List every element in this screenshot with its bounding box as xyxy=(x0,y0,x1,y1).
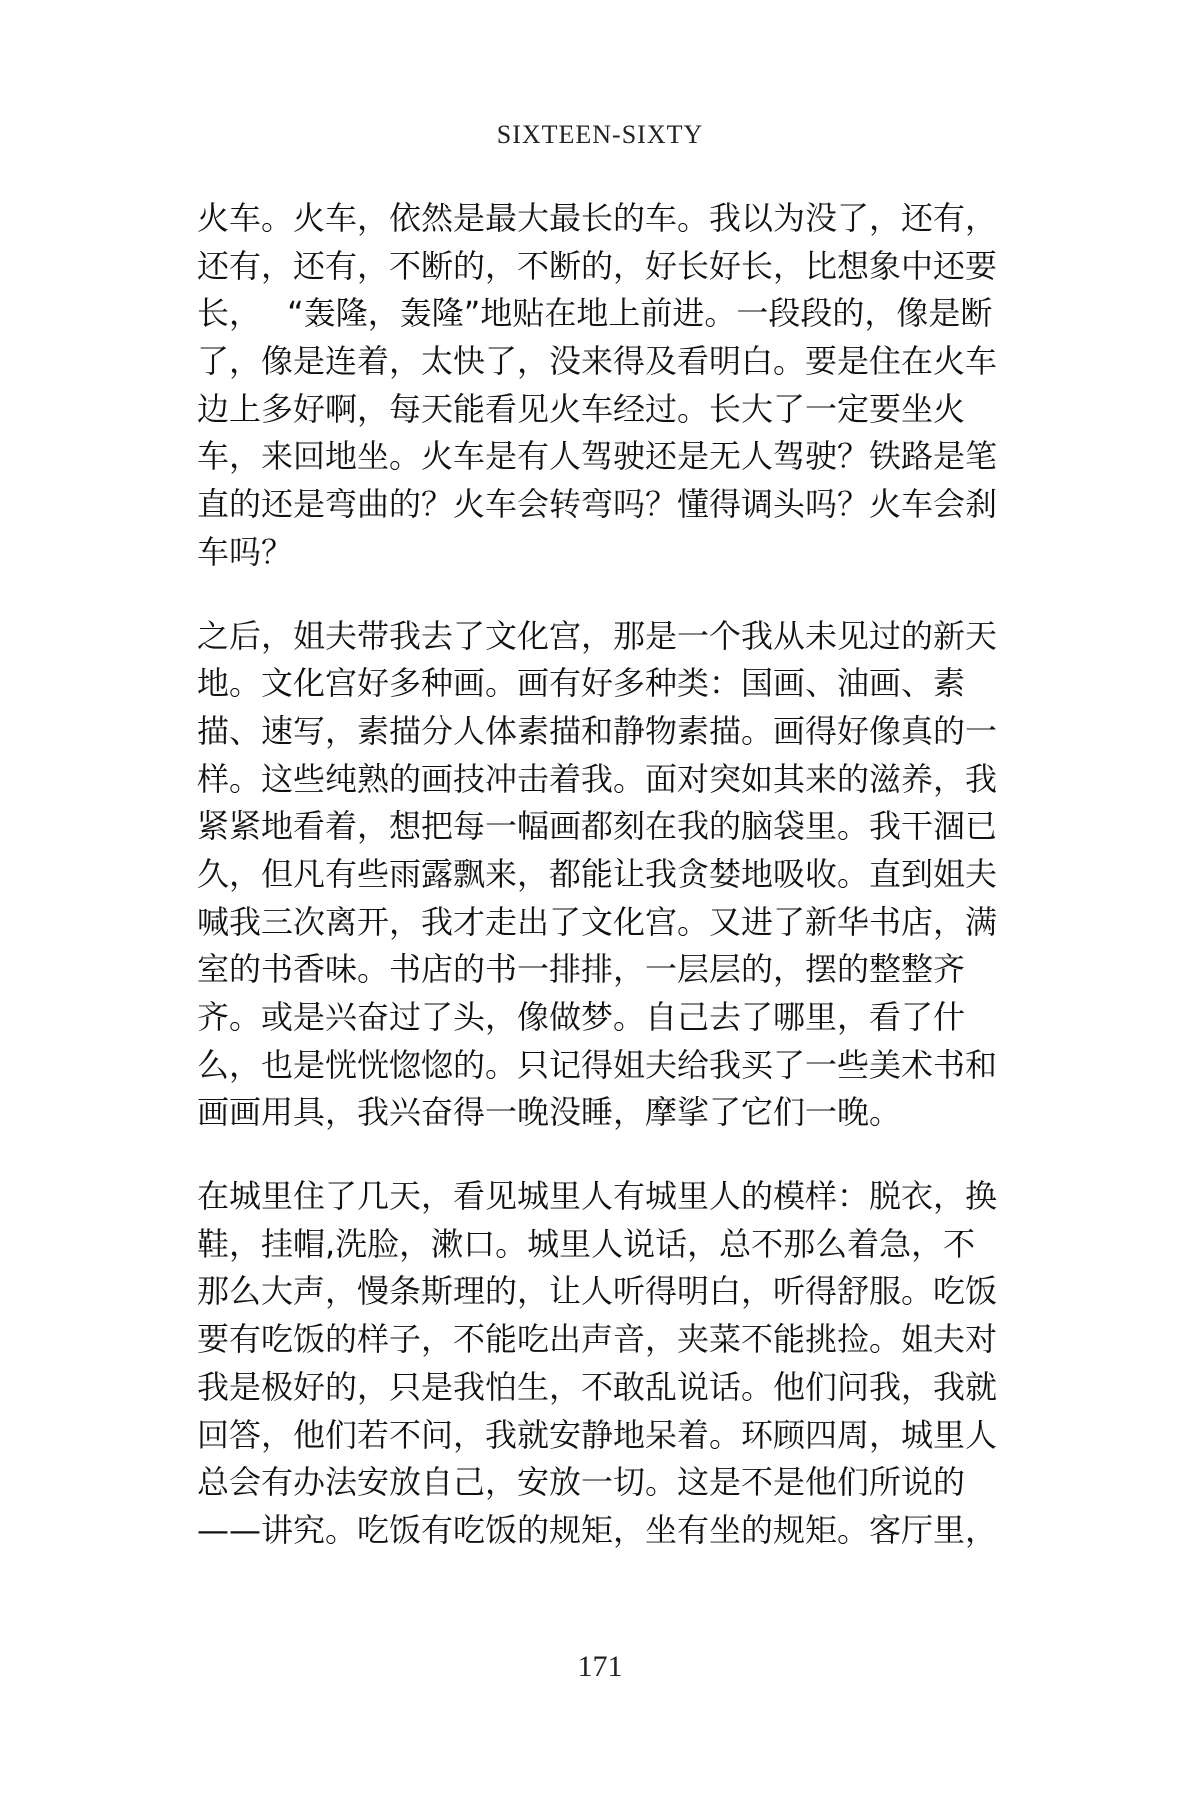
body-text xyxy=(197,195,1007,1591)
text-line: 画画用具，我兴奋得一晚没睡，摩挲了它们一晚。 xyxy=(197,1093,902,1132)
text-line: 久，但凡有些雨露飘来，都能让我贪婪地吸收。直到姐夫 xyxy=(197,854,998,893)
running-head: SIXTEEN-SIXTY xyxy=(496,120,704,149)
text-line: 车吗？ xyxy=(197,532,294,571)
text-line: 了，像是连着，太快了，没来得及看明白。要是住在火车 xyxy=(197,342,998,381)
text-line: 紧紧地看着，想把每一幅画都刻在我的脑袋里。我干涸已 xyxy=(197,807,998,846)
text-line: 我是极好的，只是我怕生，不敢乱说话。他们问我，我就 xyxy=(197,1367,998,1406)
text-line: 喊我三次离开，我才走出了文化宫。又进了新华书店，满 xyxy=(197,902,998,941)
text-line: 那么大声，慢条斯理的，让人听得明白，听得舒服。吃饭 xyxy=(197,1272,998,1311)
paragraph-3 xyxy=(197,1173,1007,1555)
page-number: 171 xyxy=(577,1650,623,1683)
text-line: 齐。或是兴奋过了头，像做梦。自己去了哪里，看了什 xyxy=(197,998,966,1036)
text-line: 在城里住了几天，看见城里人有城里人的模样：脱衣，换 xyxy=(197,1177,998,1216)
text-line: 样。这些纯熟的画技冲击着我。面对突如其来的滋养，我 xyxy=(197,759,998,798)
text-line: 么，也是恍恍惚惚的。只记得姐夫给我买了一些美术书和 xyxy=(197,1045,998,1084)
text-line: 长， “轰隆，轰隆”地贴在地上前进。一段段的，像是断 xyxy=(197,294,993,333)
text-line: 还有，还有，不断的，不断的，好长好长，比想象中还要 xyxy=(197,246,998,285)
text-line: 鞋，挂帽,洗脸，漱口。城里人说话，总不那么着急，不 xyxy=(197,1224,976,1263)
text-line: 要有吃饭的样子，不能吃出声音，夹菜不能挑捡。姐夫对 xyxy=(197,1320,998,1359)
text-line: 车，来回地坐。火车是有人驾驶还是无人驾驶？铁路是笔 xyxy=(197,437,998,476)
text-line: 地。文化宫好多种画。画有好多种类：国画、油画、素 xyxy=(197,664,966,703)
paragraph-1 xyxy=(197,195,1007,577)
text-line: 之后，姐夫带我去了文化宫，那是一个我从未见过的新天 xyxy=(197,616,998,655)
text-line: 总会有办法安放自己，安放一切。这是不是他们所说的 xyxy=(197,1463,966,1502)
text-line: 火车。火车，依然是最大最长的车。我以为没了，还有， xyxy=(197,199,998,237)
text-line: ——讲究。吃饭有吃饭的规矩，坐有坐的规矩。客厅里， xyxy=(197,1510,998,1549)
text-line: 直的还是弯曲的？火车会转弯吗？懂得调头吗？火车会刹 xyxy=(197,485,998,524)
text-line: 回答，他们若不问，我就安静地呆着。环顾四周，城里人 xyxy=(197,1415,998,1454)
text-line: 边上多好啊，每天能看见火车经过。长大了一定要坐火 xyxy=(197,389,966,428)
paragraph-2 xyxy=(197,613,1007,1138)
text-line: 室的书香味。书店的书一排排，一层层的，摆的整整齐 xyxy=(197,950,966,989)
text-line: 描、速写，素描分人体素描和静物素描。画得好像真的一 xyxy=(197,711,998,750)
